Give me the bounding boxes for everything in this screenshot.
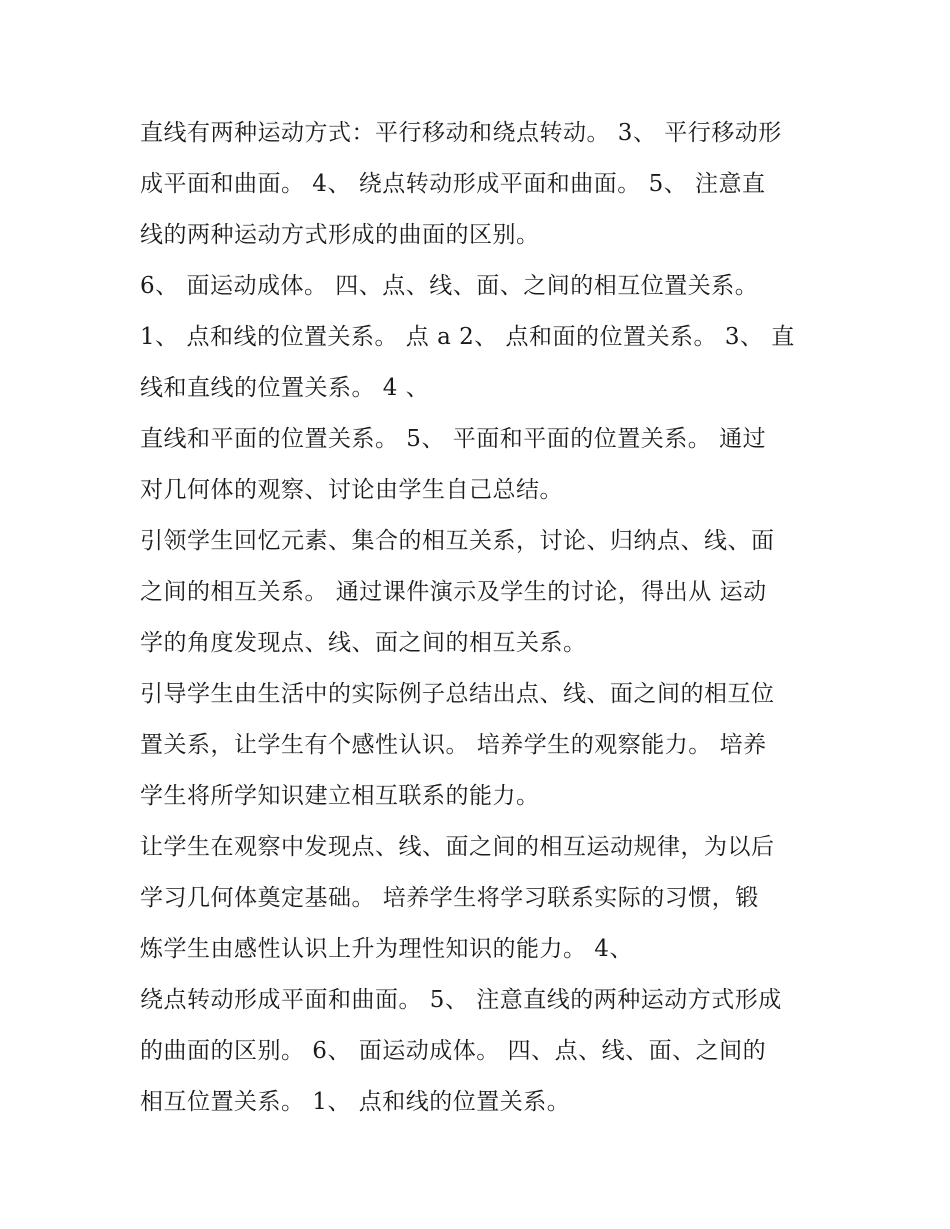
text-line: 1、 点和线的位置关系。 点 a 2、 点和面的位置关系。 3、 直 [140,324,795,350]
text-line: 引领学生回忆元素、集合的相互关系，讨论、归纳点、线、面 [140,528,775,554]
text-line: 直线和平面的位置关系。 5、 平面和平面的位置关系。 通过 [140,426,767,452]
text-line: 之间的相互关系。 通过课件演示及学生的讨论，得出从 运动 [140,579,767,605]
text-line: 相互位置关系。 1、 点和线的位置关系。 [140,1089,571,1115]
text-line: 学习几何体奠定基础。 培养学生将学习联系实际的习惯，锻 [140,885,759,911]
text-line: 6、 面运动成体。 四、点、线、面、之间的相互位置关系。 [140,273,759,299]
text-line: 学的角度发现点、线、面之间的相互关系。 [140,630,587,656]
text-line: 绕点转动形成平面和曲面。 5、 注意直线的两种运动方式形成 [140,987,782,1013]
text-line: 直线有两种运动方式：平行移动和绕点转动。 3、 平行移动形 [140,120,782,146]
text-line: 的曲面的区别。 6、 面运动成体。 四、点、线、面、之间的 [140,1038,767,1064]
text-line: 炼学生由感性认识上升为理性知识的能力。 4、 [140,936,633,962]
text-line: 线和直线的位置关系。 4 、 [140,375,430,401]
text-line: 让学生在观察中发现点、线、面之间的相互运动规律，为以后 [140,834,775,860]
document-body [140,108,830,1128]
text-line: 线的两种运动方式形成的曲面的区别。 [140,222,540,248]
text-line: 引导学生由生活中的实际例子总结出点、线、面之间的相互位 [140,681,775,707]
text-line: 学生将所学知识建立相互联系的能力。 [140,783,540,809]
text-line: 置关系，让学生有个感性认识。 培养学生的观察能力。 培养 [140,732,767,758]
text-line: 成平面和曲面。 4、 绕点转动形成平面和曲面。 5、 注意直 [140,171,766,197]
text-line: 对几何体的观察、讨论由学生自己总结。 [140,477,563,503]
